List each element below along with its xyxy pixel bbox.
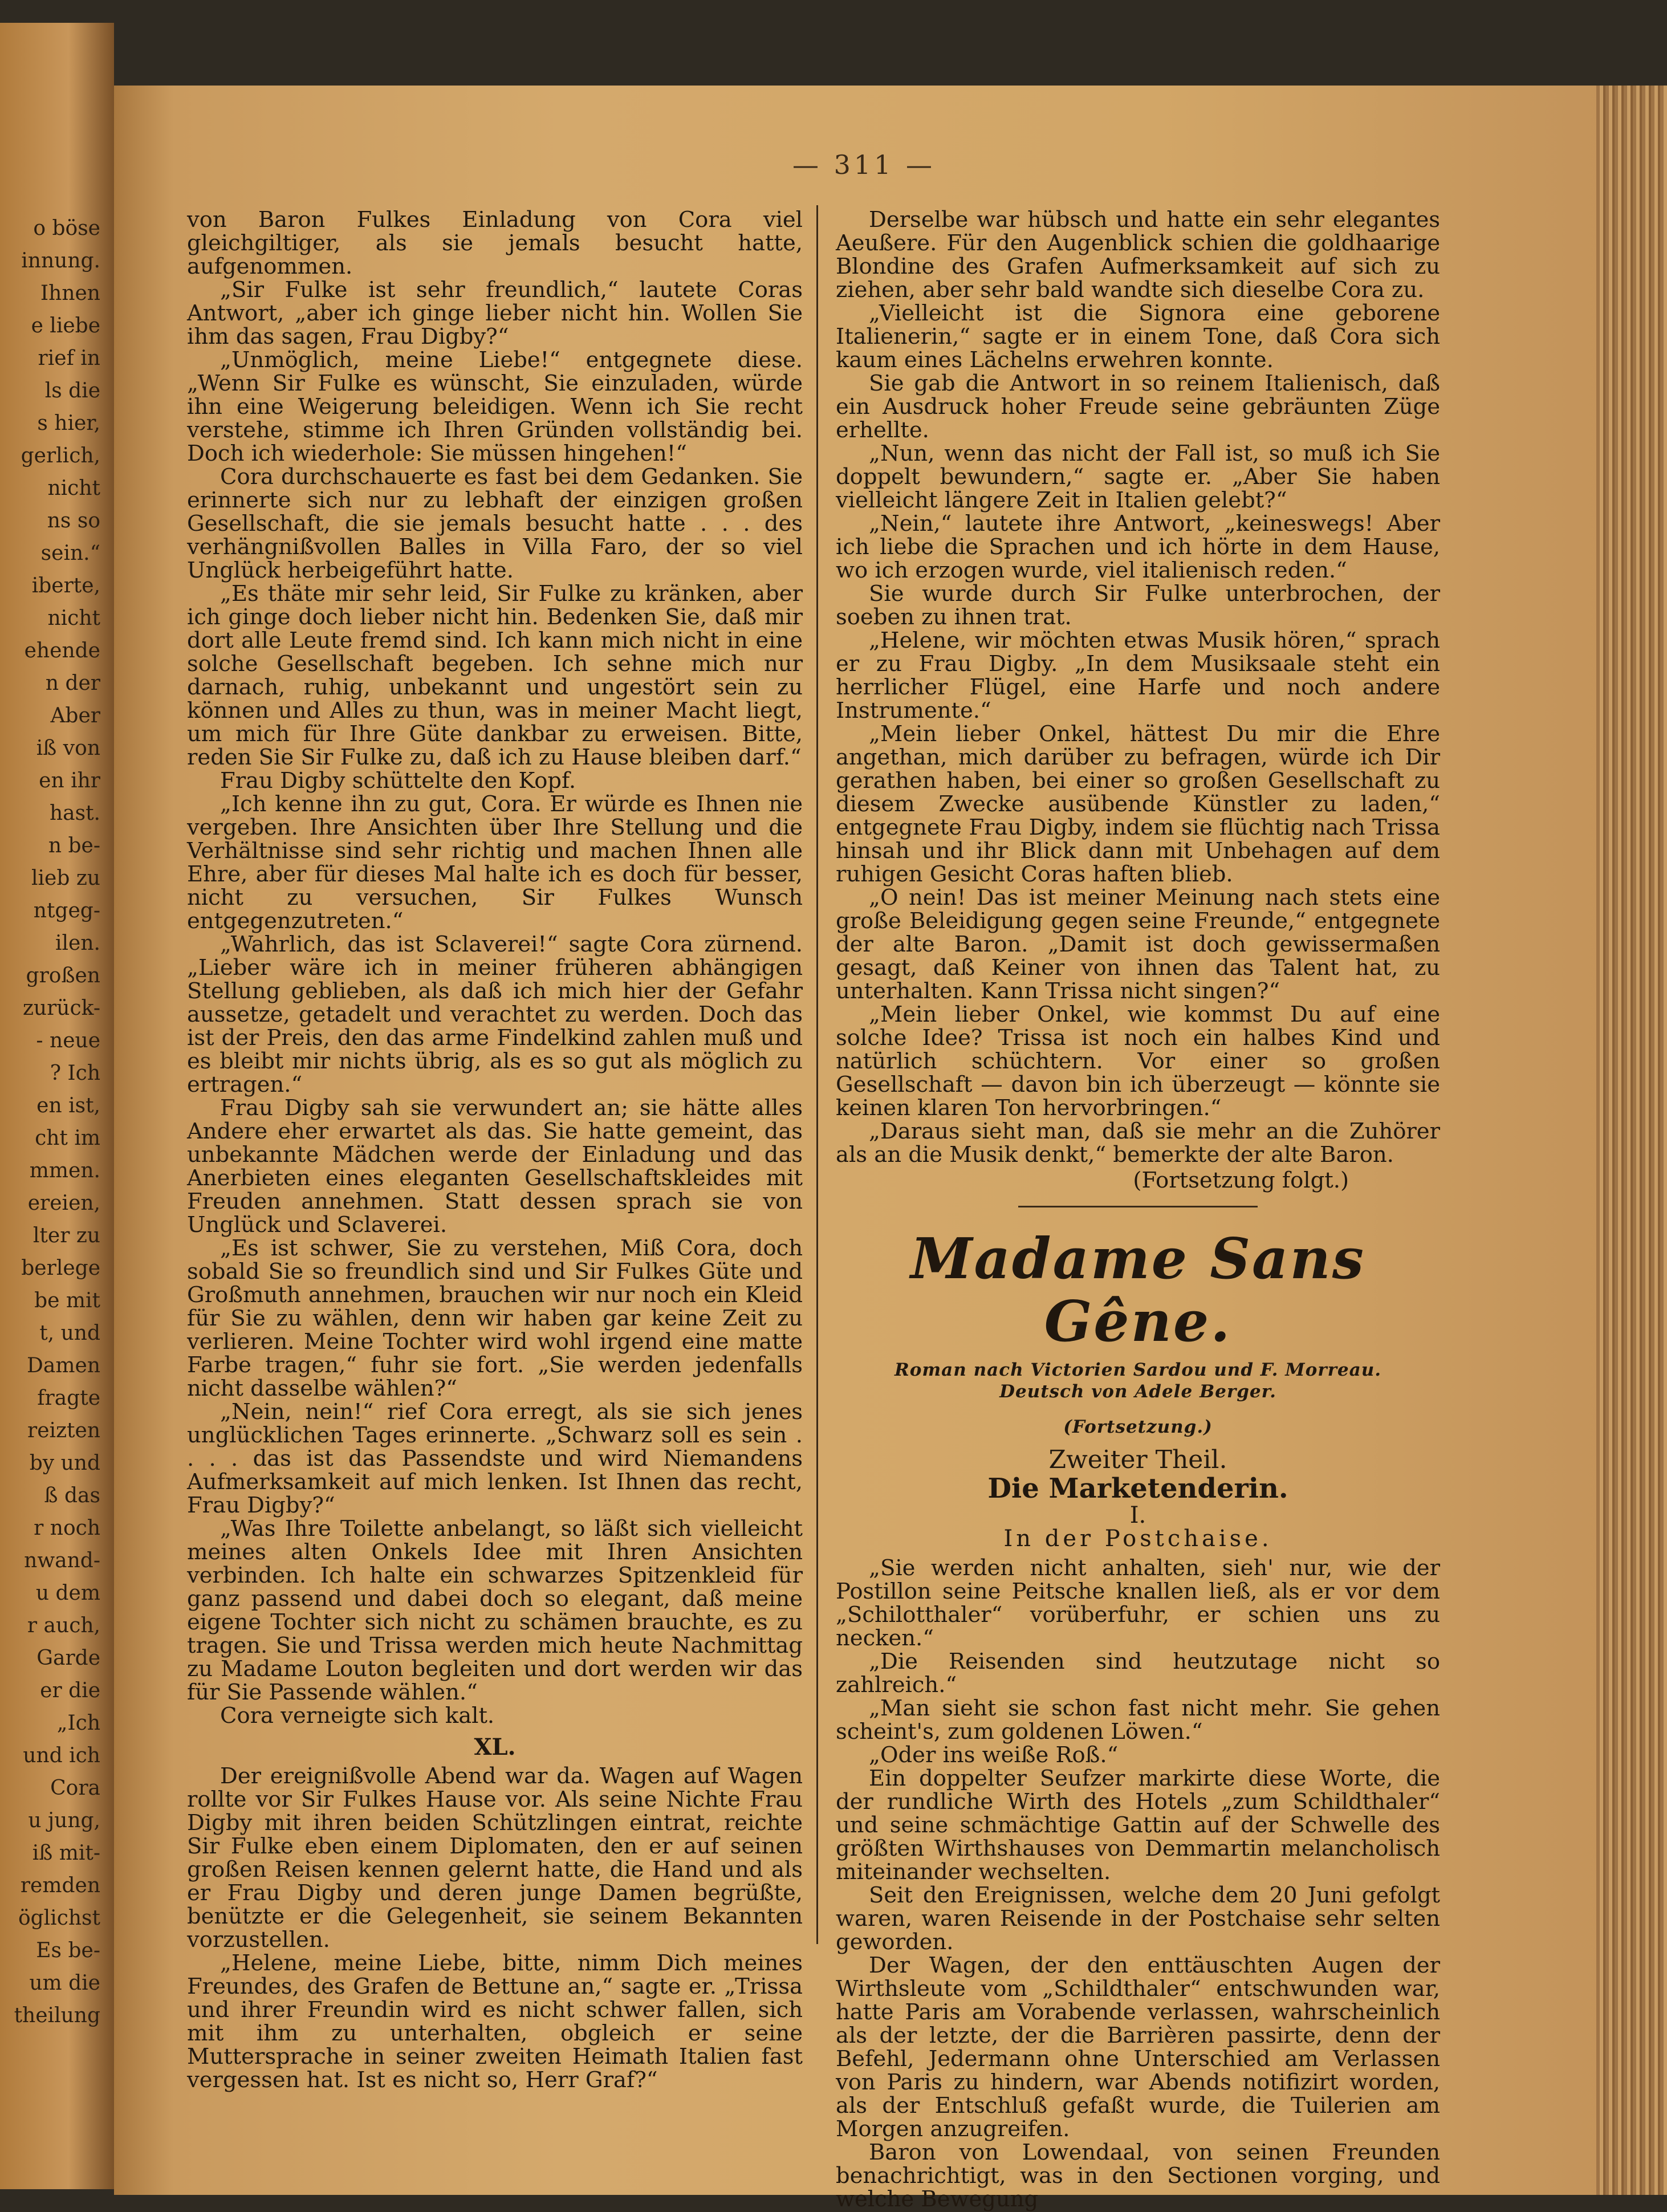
left-page-fragment: ? Ich [50, 1062, 100, 1085]
paragraph: Derselbe war hübsch und hatte ein sehr elegantes Aeußere. Für den Augenblick schien die goldhaarige Blondine des Grafen Aufmerksamkeit auf sich zu ziehen, aber sehr bald wandte sich dieselbe Cora zu. [836, 207, 1440, 303]
paragraph: „Nein,“ lautete ihre Antwort, „keineswegs! Aber ich liebe die Sprachen und ich hörte in dem Hause, wo ich erzogen wurde, viel italienisch reden.“ [836, 511, 1440, 583]
left-page-fragment: ereien, [27, 1192, 100, 1215]
paragraph: „Was Ihre Toilette anbelangt, so läßt sich vielleicht meines alten Onkels Idee mit Ihren Ansichten verbinden. Ich halte ein schwarzes Spitzenkleid für ganz passend und dabei doch so elegant, daß meine eigene Tochter sich nicht zu schämen brauchte, es zu tragen. Sie und Trissa werden mich heute Nachmittag zu Madame Louton begleiten und dort werden wir das für Sie Passende wählen.“ [187, 1516, 803, 1705]
left-page-fragment: er die [40, 1679, 100, 1702]
paragraph: „Man sieht sie schon fast nicht mehr. Sie gehen scheint's, zum goldenen Löwen.“ [836, 1695, 1440, 1745]
paragraph: von Baron Fulkes Einladung von Cora viel gleichgiltiger, als sie jemals besucht hatte, aufgenommen. [187, 207, 803, 279]
left-page-fragment: Garde [36, 1646, 100, 1670]
left-page-fragment: nwand- [24, 1549, 100, 1572]
left-page-fragment: lter zu [32, 1224, 100, 1247]
left-page-fragment: Cora [50, 1776, 100, 1800]
paragraph: Frau Digby schüttelte den Kopf. [220, 768, 576, 794]
left-page-fragment: reizten [27, 1419, 100, 1442]
left-page-fragment: berlege [21, 1257, 100, 1280]
left-page-fragment: öglichst [18, 1906, 100, 1930]
left-page-fragment: u jung, [28, 1809, 100, 1832]
paragraph: „Sir Fulke ist sehr freundlich,“ lautete Coras Antwort, „aber ich ginge lieber nicht hin. Wollen Sie ihm das sagen, Frau Digby?“ [187, 277, 803, 349]
column-right [836, 208, 1440, 2211]
paragraph: „Unmöglich, meine Liebe!“ entgegnete diese. „Wenn Sir Fulke es wünscht, Sie einzuladen, würde ihn eine Weigerung beleidigen. Wenn ich Sie recht verstehe, stimme ich Ihren Gründen vollständig bei. Doch ich wiederhole: Sie müssen hingehen!“ [187, 347, 803, 466]
left-page-fragment: rief in [38, 347, 100, 370]
left-page-fragment: großen [26, 964, 100, 987]
column-right-text-after [836, 1556, 1440, 2211]
left-page-fragment: und ich [23, 1744, 100, 1767]
left-page-fragment: nicht [47, 607, 100, 630]
left-page-fragment: zurück- [22, 997, 100, 1020]
paragraph: „Helene, wir möchten etwas Musik hören,“ sprach er zu Frau Digby. „In dem Musiksaale steht ein herrlicher Flügel, eine Harfe und noch andere Instrumente.“ [836, 628, 1440, 723]
paragraph: Sie gab die Antwort in so reinem Italienisch, daß ein Ausdruck hoher Freude seine gebräunten Züge erhellte. [836, 371, 1440, 443]
left-page-fragment: n be- [48, 834, 100, 857]
left-page-fragment: fragte [37, 1386, 100, 1410]
left-page-fragment: ntgeg- [33, 899, 100, 922]
left-page-fragment: en ist, [36, 1094, 100, 1117]
paragraph: „Sie werden nicht anhalten, sieh' nur, wie der Postillon seine Peitsche knallen ließ, als er vor dem „Schilotthaler“ vorüberfuhr, er schien uns zu necken.“ [836, 1555, 1440, 1651]
paragraph: „Es thäte mir sehr leid, Sir Fulke zu kränken, aber ich ginge doch lieber nicht hin. Bedenken Sie, daß mir dort alle Leute fremd sind. Ich kann mich nicht in eine solche Gesellschaft begeben. Ich sehne mich nur darnach, ruhig, unbekannt und ungestört sein zu können und Alles zu thun, was in meiner Macht liegt, um mich für Ihre Güte dankbar zu erweisen. Bitte, reden Sie Sir Fulke zu, daß ich zu Hause bleiben darf.“ [187, 581, 803, 770]
column-divider [816, 205, 818, 1944]
paragraph: „Helene, meine Liebe, bitte, nimm Dich meines Freundes, des Grafen de Bettune an,“ sagte er. „Trissa und ihrer Freundin wird es nicht schwer fallen, sich mit ihm zu unterhalten, obgleich er seine Muttersprache in seiner zweiten Heimath Italien fast vergessen hat. Ist es nicht so, Herr Graf?“ [187, 1950, 803, 2093]
continuation-note: (Fortsetzung folgt.) [1133, 1168, 1349, 1193]
left-page-fragment: ilen. [55, 932, 100, 955]
left-page-fragment: Aber [50, 704, 100, 727]
left-page-fragment: Es be- [36, 1939, 100, 1962]
byline-translator: Deutsch von Adele Berger. [999, 1381, 1276, 1402]
paragraph: „Nun, wenn das nicht der Fall ist, so muß ich Sie doppelt bewundern,“ sagte er. „Aber Sie haben vielleicht längere Zeit in Italien gelebt?“ [836, 441, 1440, 513]
paragraph: „Daraus sieht man, daß sie mehr an die Zuhörer als an die Musik denkt,“ bemerkte der alte Baron. [836, 1119, 1440, 1168]
left-page-fragment: sein.“ [40, 542, 100, 565]
paragraph: Der Wagen, der den enttäuschten Augen der Wirthsleute vom „Schildthaler“ entschwunden war, hatte Paris am Vorabende verlassen, wahrscheinlich als der letzte, der die Barrièren passirte, denn der Befehl, Jedermann ohne Unterschied am Verlassen von Paris zu hindern, war Abends notifizirt worden, als der Entschluß gefaßt wurde, die Tuilerien am Morgen anzugreifen. [836, 1953, 1440, 2142]
paragraph: „Mein lieber Onkel, wie kommst Du auf eine solche Idee? Trissa ist noch ein halbes Kind und natürlich schüchtern. Vor einer so großen Gesellschaft — davon bin ich überzeugt — könnte sie keinen klaren Ton hervorbringen.“ [836, 1002, 1440, 1121]
chapter-title: In der Postchaise. [1003, 1526, 1272, 1552]
paragraph: Baron von Lowendaal, von seinen Freunden benachrichtigt, was in den Sectionen vorging, und welche Bewegung [836, 2140, 1440, 2212]
left-page-fragment: ls die [44, 379, 100, 402]
left-page-fragment: be mit [34, 1289, 100, 1312]
left-page-fragment: t, und [39, 1321, 100, 1345]
left-page-fragment: by und [29, 1451, 100, 1475]
left-page-fragment: Damen [27, 1354, 100, 1377]
paragraph: Cora durchschauerte es fast bei dem Gedanken. Sie erinnerte sich nur zu lebhaft der einzigen großen Gesellschaft, die sie jemals besucht hatte . . . des verhängnißvollen Balles in Villa Faro, der so viel Unglück herbeigeführt hatte. [187, 464, 803, 583]
part-heading: Zweiter Theil. [1048, 1445, 1227, 1474]
left-page-fragment: Ihnen [40, 282, 100, 305]
left-page-fragment: r auch, [27, 1614, 100, 1637]
left-page-edge [0, 23, 114, 2189]
left-page-fragment: u dem [35, 1581, 100, 1605]
continued-note: (Fortsetzung.) [1063, 1417, 1213, 1437]
left-page-fragment: - neue [36, 1029, 100, 1052]
story-title: Madame Sans Gêne. [910, 1226, 1365, 1355]
book-page-edges [1596, 86, 1667, 2195]
paragraph: Seit den Ereignissen, welche dem 20 Juni gefolgt waren, waren Reisende in der Postchaise sehr selten geworden. [836, 1882, 1440, 1955]
column-left-text-after [187, 1764, 803, 2092]
left-page-fragment: nicht [47, 477, 100, 500]
left-page-fragment: „Ich [56, 1711, 100, 1735]
left-page-fragment: cht im [35, 1127, 100, 1150]
paragraph: Der ereignißvolle Abend war da. Wagen auf Wagen rollte vor Sir Fulkes Hause vor. Als seine Nichte Frau Digby mit ihren beiden Schützlingen eintrat, reichte Sir Fulke eben einem Diplomaten, den er auf seinen großen Reisen kennen gelernt hatte, die Hand und als er Frau Digby und deren junge Damen begrüßte, benützte er die Gelegenheit, sie seinem Bekannten vorzustellen. [187, 1763, 803, 1953]
left-page-fragment: lieb zu [31, 867, 100, 890]
left-page-fragment: ß das [44, 1484, 100, 1507]
column-left [187, 208, 803, 2092]
left-page-fragment: e liebe [31, 314, 100, 338]
paragraph: „Oder ins weiße Roß.“ [869, 1742, 1119, 1768]
left-page-fragment: n der [45, 672, 100, 695]
left-page-fragment: remden [20, 1874, 100, 1897]
column-left-text-before [187, 208, 803, 1727]
column-right-text-before [836, 208, 1440, 1166]
left-page-fragment: mmen. [29, 1159, 100, 1182]
paragraph: Sie wurde durch Sir Fulke unterbrochen, der soeben zu ihnen trat. [836, 581, 1440, 630]
paragraph: „Nein, nein!“ rief Cora erregt, als sie sich jenes unglücklichen Tages erinnerte. „Schwarz soll es sein . . . . das ist das Passendste und wird Niemandens Aufmerksamkeit auf mich lenken. Ist Ihnen das recht, Frau Digby?“ [187, 1399, 803, 1518]
paragraph: „Es ist schwer, Sie zu verstehen, Miß Cora, doch sobald Sie so freundlich sind und Sir Fulkes Güte und Großmuth annehmen, brauchen wir nur noch ein Kleid für Sie zu wählen, denn wir haben gar keine Zeit zu verlieren. Meine Tochter wird wohl irgend eine matte Farbe tragen,“ fuhr sie fort. „Sie werden jedenfalls nicht dasselbe wählen?“ [187, 1235, 803, 1401]
chapter-numeral: I. [1129, 1502, 1146, 1528]
left-page-fragment: ehende [24, 639, 100, 662]
page-number: — 311 — [792, 149, 936, 180]
left-page-fragment: innung. [21, 249, 100, 273]
paragraph: „Die Reisenden sind heutzutage nicht so zahlreich.“ [836, 1649, 1440, 1698]
left-page-fragment: hast. [49, 802, 100, 825]
left-page-fragment: iß mit- [32, 1841, 100, 1865]
left-page-fragment: en ihr [39, 769, 100, 792]
paragraph: „Mein lieber Onkel, hättest Du mir die Ehre angethan, mich darüber zu befragen, würde ich Dir gerathen haben, bei einer so großen Gesellschaft zu diesem Zwecke ausübende Künstler zu laden,“ entgegnete Frau Digby, indem sie flüchtig nach Trissa hinsah und ihr Blick dann mit Unbehagen auf dem ruhigen Gesicht Coras haften blieb. [836, 721, 1440, 887]
paragraph: „O nein! Das ist meiner Meinung nach stets eine große Beleidigung gegen seine Freunde,“ entgegnete der alte Baron. „Damit ist doch gewissermaßen gesagt, daß Keiner von ihnen das Talent hat, zu unterhalten. Kann Trissa nicht singen?“ [836, 885, 1440, 1004]
paragraph: „Ich kenne ihn zu gut, Cora. Er würde es Ihnen nie vergeben. Ihre Ansichten über Ihre Stellung und die Verhältnisse sind sehr richtig und machen Ihnen alle Ehre, aber für dieses Mal halte ich es doch für besser, nicht zu versuchen, Sir Fulkes Wunsch entgegenzutreten.“ [187, 791, 803, 934]
left-page-fragment: o böse [33, 217, 100, 240]
left-page-fragment: ns so [47, 509, 100, 532]
left-page-fragment: gerlich, [21, 444, 100, 467]
paragraph: Cora verneigte sich kalt. [220, 1703, 495, 1729]
left-page-fragment: s hier, [37, 412, 100, 435]
left-page-fragment: iberte, [31, 574, 100, 597]
section-heading: Die Marketenderin. [987, 1473, 1288, 1505]
separator-rule [1018, 1206, 1258, 1207]
left-page-fragment: theilung [14, 2004, 100, 2027]
left-page-fragment: um die [29, 1971, 100, 1995]
chapter-heading: XL. [474, 1734, 516, 1760]
paragraph: Frau Digby sah sie verwundert an; sie hätte alles Andere eher erwartet als das. Sie hatte gemeint, das unbekannte Mädchen werde der Einladung und das Anerbieten eines eleganten Gesellschaftskleides mit Freuden annehmen. Statt dessen sprach sie von Unglück und Sclaverei. [187, 1095, 803, 1238]
paragraph: Ein doppelter Seufzer markirte diese Worte, die der rundliche Wirth des Hotels „zum Schildthaler“ und seine schmächtige Gattin auf der Schwelle des größten Wirthshauses von Demmartin melancholisch miteinander wechselten. [836, 1766, 1440, 1885]
byline-author: Roman nach Victorien Sardou und F. Morreau. [894, 1360, 1382, 1380]
paragraph: „Vielleicht ist die Signora eine geborene Italienerin,“ sagte er in einem Tone, daß Cora sich kaum eines Lächelns erwehren konnte. [836, 300, 1440, 373]
paragraph: „Wahrlich, das ist Sclaverei!“ sagte Cora zürnend. „Lieber wäre ich in meiner früheren abhängigen Stellung geblieben, als daß ich mich hier der Gefahr aussetze, getadelt und verachtet zu werden. Doch das ist der Preis, den das arme Findelkind zahlen muß und es bleibt mir nichts übrig, als es so gut als möglich zu ertragen.“ [187, 932, 803, 1097]
left-page-fragment: r noch [34, 1516, 100, 1540]
left-page-fragment: iß von [36, 737, 100, 760]
